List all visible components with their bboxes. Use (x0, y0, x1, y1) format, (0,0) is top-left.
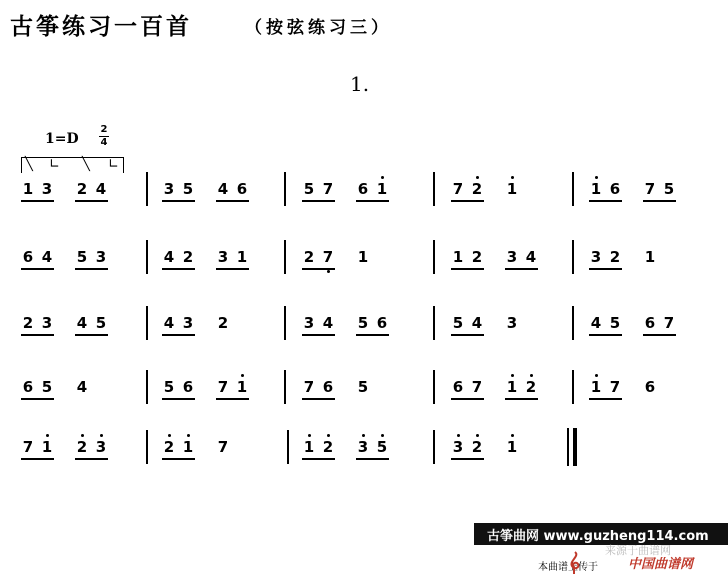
piece-number: 1. (350, 72, 370, 96)
eighth-note-underline (302, 398, 335, 400)
note: 3 (506, 314, 518, 332)
eighth-note-underline (75, 458, 108, 460)
eighth-note-underline (589, 200, 622, 202)
note: 2 (322, 438, 334, 456)
barline (284, 306, 286, 340)
octave-dot-above (241, 374, 244, 377)
eighth-note-underline (302, 334, 335, 336)
note: 4 (41, 248, 53, 266)
note: 7 (217, 378, 229, 396)
time-signature-top: 2 (100, 124, 108, 135)
note: 3 (452, 438, 464, 456)
note: 6 (322, 378, 334, 396)
note: 5 (357, 378, 369, 396)
note: 1 (22, 180, 34, 198)
eighth-note-underline (21, 458, 54, 460)
note: 2 (217, 314, 229, 332)
note: 4 (76, 378, 88, 396)
barline (287, 430, 289, 464)
eighth-note-underline (302, 200, 335, 202)
barline (146, 306, 148, 340)
eighth-note-underline (302, 268, 335, 270)
octave-dot-above (530, 374, 533, 377)
note: 1 (182, 438, 194, 456)
eighth-note-underline (451, 398, 484, 400)
barline (146, 430, 148, 464)
note: 1 (452, 248, 464, 266)
barline (433, 430, 435, 464)
note: 6 (644, 314, 656, 332)
note: 3 (95, 248, 107, 266)
fingering-mark: ∟ (108, 157, 119, 172)
eighth-note-underline (451, 334, 484, 336)
note: 1 (590, 378, 602, 396)
note: 3 (590, 248, 602, 266)
score-title: 古筝练习一百首 (10, 14, 192, 40)
barline (433, 370, 435, 404)
fingering-mark: ╲ (82, 157, 90, 172)
note: 4 (76, 314, 88, 332)
watermark-bottom-text: 本曲谱上传于 (538, 562, 598, 573)
barline (572, 306, 574, 340)
note: 7 (22, 438, 34, 456)
note: 7 (471, 378, 483, 396)
fingering-box (21, 157, 124, 173)
eighth-note-underline (162, 334, 195, 336)
octave-dot-above (511, 434, 514, 437)
note: 2 (525, 378, 537, 396)
note: 1 (506, 438, 518, 456)
time-signature-bottom: 4 (100, 137, 108, 148)
note: 5 (663, 180, 675, 198)
fingering-mark: ╲ (25, 157, 33, 172)
note: 7 (663, 314, 675, 332)
note: 6 (452, 378, 464, 396)
barline (433, 306, 435, 340)
final-barline-thick (573, 428, 577, 466)
note: 4 (163, 314, 175, 332)
note: 3 (357, 438, 369, 456)
note: 5 (609, 314, 621, 332)
eighth-note-underline (216, 268, 249, 270)
barline (433, 172, 435, 206)
note: 6 (644, 378, 656, 396)
octave-dot-above (511, 374, 514, 377)
note: 1 (590, 180, 602, 198)
note: 7 (609, 378, 621, 396)
note: 3 (41, 180, 53, 198)
barline (284, 370, 286, 404)
note: 6 (236, 180, 248, 198)
octave-dot-above (168, 434, 171, 437)
note: 1 (376, 180, 388, 198)
barline (572, 172, 574, 206)
note: 3 (41, 314, 53, 332)
note: 5 (76, 248, 88, 266)
note: 2 (22, 314, 34, 332)
note: 4 (525, 248, 537, 266)
barline (146, 172, 148, 206)
final-barline-thin (567, 428, 569, 466)
note: 7 (303, 378, 315, 396)
note: 7 (322, 180, 334, 198)
eighth-note-underline (451, 268, 484, 270)
eighth-note-underline (302, 458, 335, 460)
note: 3 (217, 248, 229, 266)
eighth-note-underline (356, 200, 389, 202)
watermark-sub-label: 来源于曲谱网 (605, 544, 671, 557)
note: 1 (506, 180, 518, 198)
note: 2 (609, 248, 621, 266)
note: 6 (357, 180, 369, 198)
eighth-note-underline (356, 458, 389, 460)
note: 2 (471, 248, 483, 266)
eighth-note-underline (589, 398, 622, 400)
note: 6 (22, 248, 34, 266)
barline (284, 172, 286, 206)
barline (572, 370, 574, 404)
note: 3 (163, 180, 175, 198)
eighth-note-underline (589, 334, 622, 336)
note: 3 (506, 248, 518, 266)
octave-dot-above (327, 434, 330, 437)
treble-clef-icon (566, 550, 584, 576)
eighth-note-underline (451, 458, 484, 460)
note: 6 (376, 314, 388, 332)
note: 5 (182, 180, 194, 198)
octave-dot-above (100, 434, 103, 437)
note: 6 (182, 378, 194, 396)
octave-dot-above (595, 374, 598, 377)
watermark-logo-text: 中国曲谱网 (628, 557, 694, 572)
note: 5 (376, 438, 388, 456)
note: 6 (609, 180, 621, 198)
octave-dot-above (476, 434, 479, 437)
barline (284, 240, 286, 274)
note: 5 (357, 314, 369, 332)
eighth-note-underline (643, 200, 676, 202)
eighth-note-underline (75, 200, 108, 202)
note: 1 (41, 438, 53, 456)
note: 1 (357, 248, 369, 266)
note: 5 (452, 314, 464, 332)
eighth-note-underline (162, 268, 195, 270)
note: 5 (95, 314, 107, 332)
note: 4 (590, 314, 602, 332)
octave-dot-above (46, 434, 49, 437)
eighth-note-underline (21, 398, 54, 400)
note: 4 (163, 248, 175, 266)
note: 7 (452, 180, 464, 198)
octave-dot-above (308, 434, 311, 437)
octave-dot-above (457, 434, 460, 437)
note: 1 (506, 378, 518, 396)
octave-dot-below (327, 270, 330, 273)
octave-dot-above (81, 434, 84, 437)
note: 4 (471, 314, 483, 332)
note: 4 (95, 180, 107, 198)
octave-dot-above (476, 176, 479, 179)
note: 2 (303, 248, 315, 266)
note: 4 (322, 314, 334, 332)
score-subtitle: （按弦练习三） (245, 18, 392, 38)
note: 5 (303, 180, 315, 198)
note: 1 (236, 248, 248, 266)
note: 2 (471, 180, 483, 198)
note: 1 (644, 248, 656, 266)
note: 5 (163, 378, 175, 396)
note: 2 (76, 438, 88, 456)
note: 2 (163, 438, 175, 456)
eighth-note-underline (75, 268, 108, 270)
barline (146, 370, 148, 404)
barline (433, 240, 435, 274)
key-signature: 1=D (45, 131, 79, 147)
note: 7 (644, 180, 656, 198)
eighth-note-underline (356, 334, 389, 336)
eighth-note-underline (162, 458, 195, 460)
eighth-note-underline (505, 398, 538, 400)
eighth-note-underline (643, 334, 676, 336)
note: 6 (22, 378, 34, 396)
note: 7 (322, 248, 334, 266)
octave-dot-above (381, 176, 384, 179)
eighth-note-underline (21, 200, 54, 202)
fingering-mark: ∟ (49, 157, 60, 172)
time-signature (97, 124, 111, 149)
eighth-note-underline (21, 268, 54, 270)
note: 2 (471, 438, 483, 456)
eighth-note-underline (216, 200, 249, 202)
eighth-note-underline (216, 398, 249, 400)
note: 3 (303, 314, 315, 332)
eighth-note-underline (21, 334, 54, 336)
octave-dot-above (187, 434, 190, 437)
octave-dot-above (362, 434, 365, 437)
barline (146, 240, 148, 274)
note: 2 (182, 248, 194, 266)
note: 1 (236, 378, 248, 396)
eighth-note-underline (589, 268, 622, 270)
octave-dot-above (511, 176, 514, 179)
octave-dot-above (381, 434, 384, 437)
note: 5 (41, 378, 53, 396)
note: 3 (95, 438, 107, 456)
note: 1 (303, 438, 315, 456)
octave-dot-above (595, 176, 598, 179)
eighth-note-underline (162, 398, 195, 400)
eighth-note-underline (75, 334, 108, 336)
watermark-site-label[interactable]: 古筝曲网 www.guzheng114.com (487, 529, 709, 544)
note: 7 (217, 438, 229, 456)
note: 4 (217, 180, 229, 198)
eighth-note-underline (451, 200, 484, 202)
note: 2 (76, 180, 88, 198)
eighth-note-underline (505, 268, 538, 270)
eighth-note-underline (162, 200, 195, 202)
note: 3 (182, 314, 194, 332)
barline (572, 240, 574, 274)
